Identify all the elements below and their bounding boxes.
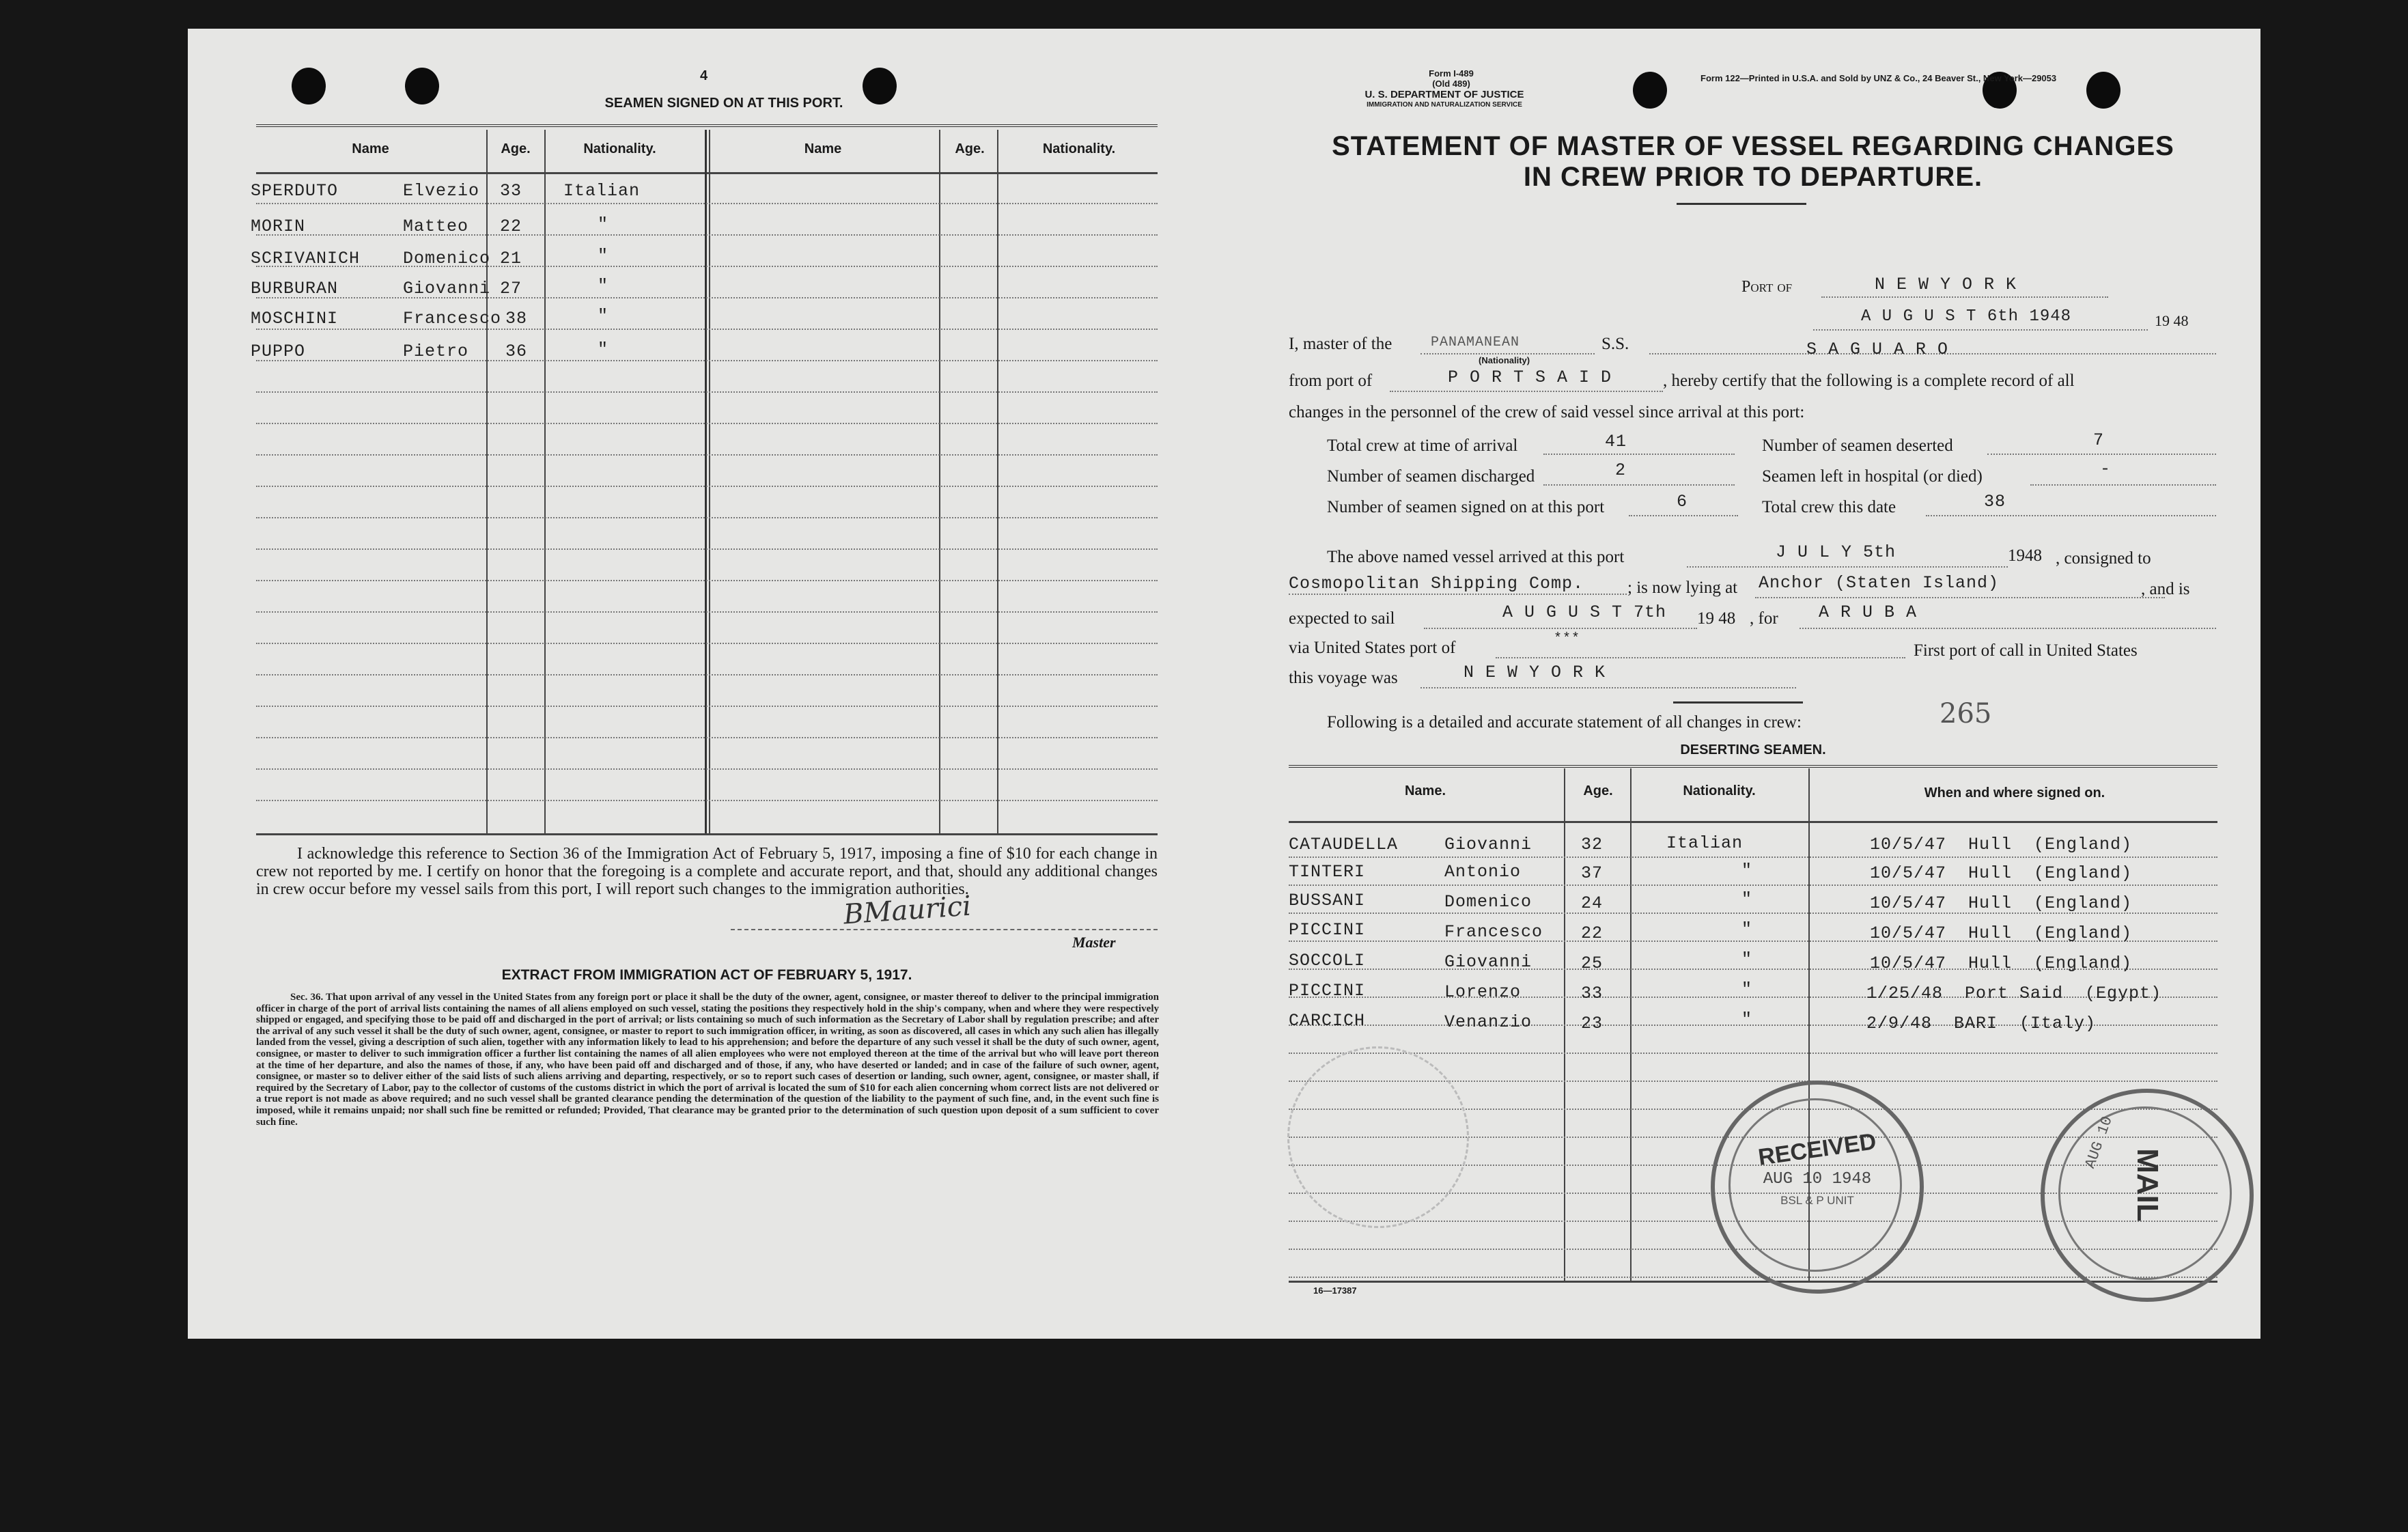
arrived-label: The above named vessel arrived at this port bbox=[1327, 548, 1625, 566]
port-value: N E W Y O R K bbox=[1875, 275, 2017, 294]
for-line bbox=[1800, 628, 2216, 629]
deserting-bottom-rule bbox=[1289, 1281, 2217, 1283]
row-rule bbox=[256, 611, 1158, 613]
signature-line bbox=[731, 929, 1158, 930]
given-name: Antonio bbox=[1444, 862, 1522, 882]
col-header-age-2: Age. bbox=[955, 141, 985, 156]
age: 21 bbox=[500, 249, 522, 268]
signed-on-label: Number of seamen signed on at this port bbox=[1327, 498, 1605, 516]
signed-on: 10/5/47 Hull (England) bbox=[1870, 923, 2133, 943]
age: 37 bbox=[1581, 863, 1604, 883]
given-name: Elvezio bbox=[403, 181, 480, 201]
expected-year: 19 48 bbox=[1697, 609, 1736, 628]
printer-note: Form 122—Printed in U.S.A. and Sold by UNZ & Co., 24 Beaver St., New York—29053 bbox=[1700, 73, 2057, 83]
acknowledgment-text: I acknowledge this reference to Section 36 of the Immigration Act of February 5, 1917, imposing a fine of $10 for each change in crew not reported by me. I certify on honor that the foregoing is a complete and accurate report, and that, should any additional changes in crew occur before my vessel sails from this port, I will report such changes to the immigration authorities. bbox=[256, 845, 1158, 898]
header-rule bbox=[256, 172, 1158, 174]
age: 27 bbox=[500, 279, 522, 298]
row-rule bbox=[256, 486, 1158, 487]
row-rule bbox=[256, 643, 1158, 644]
total-date-line bbox=[1926, 515, 2216, 516]
total-arrival-value: 41 bbox=[1605, 432, 1627, 451]
row-rule bbox=[256, 329, 1158, 330]
certify-text: , hereby certify that the following is a complete record of all bbox=[1663, 372, 2075, 390]
nationality: " bbox=[598, 214, 609, 234]
arrived-value: J U L Y 5th bbox=[1776, 542, 1896, 562]
row-rule bbox=[256, 266, 1158, 267]
nationality: " bbox=[1741, 1009, 1753, 1029]
received-stamp-unit: BSL & P UNIT bbox=[1780, 1194, 1854, 1207]
total-arrival-label: Total crew at time of arrival bbox=[1327, 436, 1518, 455]
signed-on-value: 6 bbox=[1677, 492, 1688, 512]
given-name: Giovanni bbox=[1444, 952, 1532, 972]
hospital-line bbox=[2030, 484, 2216, 486]
nationality: " bbox=[1741, 979, 1753, 999]
date-line bbox=[1813, 329, 2148, 331]
surname: CATAUDELLA bbox=[1289, 835, 1399, 854]
form-number: Form I-489 bbox=[1429, 68, 1474, 79]
via-label: via United States port of bbox=[1289, 639, 1456, 657]
extract-text: Sec. 36. That upon arrival of any vessel in the United States from any foreign port or place it shall be the duty of the owner, agent, consignee, or master thereof to deliver to the principal immigration officer in charge of the port of arrival lists containing the names of all aliens employed on such vessel, stating the positions they respectively hold in the ship's company, when and where they were respectively shipped or engaged, and specifying those to be paid off and discharged in the port of arrival; or lists containing so much of such information as the Secretary of Labor shall by regulation prescribe; and after the arrival of any such vessel it shall be the duty of such owner, agent, consignee, or master to report to such immigration officer, in writing, as soon as discovered, all cases in which any such alien has illegally landed from the vessel, giving a description of such alien, together with any information likely to lead to his apprehension; and before the departure of any such vessel it shall be the duty of such owner, agent, consignee, or master to deliver to such immigration officer a further list containing the names of all alien employees who were not employed thereon at the time of the arrival but who will leave port thereon at the time of her departure, and also the names of those, if any, who have been paid off and discharged and of those, if any, who have deserted or landed; and in case of the failure of such owner, agent, consignee, or master so to deliver either of the said lists of such aliens arriving and departing, respectively, or so to report such cases of desertion or landing, such owner, agent, consignee, or master shall, if required by the Secretary of Labor, pay to the collector of customs of the customs district in which the port of arrival is located the sum of $10 for each alien concerning whom correct lists are not delivered or a true report is not made as above required; and no such vessel shall be granted clearance pending the determination of the question of the liability to the payment of such fine, and, in the event such fine is imposed, while it remains unpaid; nor shall such fine be remitted or refunded; Provided, That clearance may be granted prior to the determination of such question upon deposit of a sum sufficient to cover such fine. bbox=[256, 992, 1159, 1128]
date-year-suffix: 19 48 bbox=[2155, 312, 2189, 329]
hospital-value: - bbox=[2100, 459, 2112, 479]
age: 25 bbox=[1581, 953, 1604, 973]
given-name: Giovanni bbox=[1444, 835, 1532, 854]
from-port-value: P O R T S A I D bbox=[1448, 367, 1612, 387]
mail-stamp bbox=[2041, 1089, 2254, 1302]
surname: SPERDUTO bbox=[251, 181, 339, 201]
signed-on: 10/5/47 Hull (England) bbox=[1870, 863, 2133, 883]
nationality: Italian bbox=[1666, 833, 1744, 853]
expected-value: A U G U S T 7th bbox=[1502, 602, 1667, 622]
nationality: " bbox=[1741, 919, 1753, 939]
nationality: " bbox=[598, 339, 609, 359]
given-name: Pietro bbox=[403, 342, 469, 361]
age: 33 bbox=[1581, 984, 1604, 1003]
first-port-label: First port of call in United States bbox=[1914, 641, 2138, 660]
total-date-label: Total crew this date bbox=[1762, 498, 1896, 516]
signed-on: 10/5/47 Hull (England) bbox=[1870, 835, 2133, 854]
surname: PICCINI bbox=[1289, 981, 1366, 1001]
surname: PUPPO bbox=[251, 342, 306, 361]
punch-hole bbox=[292, 68, 326, 105]
master-label: I, master of the bbox=[1289, 335, 1392, 353]
discharged-line bbox=[1543, 484, 1735, 486]
deserted-line bbox=[1987, 454, 2216, 455]
divider-rule bbox=[1673, 701, 1803, 704]
nationality: Italian bbox=[563, 181, 641, 201]
age: 23 bbox=[1581, 1014, 1604, 1033]
surname: BUSSANI bbox=[1289, 891, 1366, 910]
given-name: Domenico bbox=[403, 249, 491, 268]
signed-on: 1/25/48 Port Said (Egypt) bbox=[1866, 984, 2162, 1003]
given-name: Domenico bbox=[1444, 892, 1532, 912]
surname: SCRIVANICH bbox=[251, 249, 361, 268]
consigned-label: , consigned to bbox=[2056, 549, 2151, 568]
col-header-nationality-2: Nationality. bbox=[1042, 141, 1116, 156]
expected-line bbox=[1424, 628, 1697, 629]
age: 38 bbox=[505, 309, 528, 329]
handwritten-number: 265 bbox=[1940, 698, 1992, 729]
certify-text-2: changes in the personnel of the crew of said vessel since arrival at this port: bbox=[1289, 403, 1805, 421]
nationality-value: PANAMANEAN bbox=[1431, 335, 1520, 350]
voyage-label: this voyage was bbox=[1289, 669, 1398, 687]
signed-on-line bbox=[1629, 515, 1738, 516]
page-number: 4 bbox=[700, 68, 708, 83]
row-rule bbox=[256, 360, 1158, 361]
surname: MOSCHINI bbox=[251, 309, 339, 329]
nationality: " bbox=[598, 306, 609, 326]
received-stamp bbox=[1711, 1081, 1924, 1294]
nationality: " bbox=[1741, 861, 1753, 880]
title-rule bbox=[1677, 203, 1806, 205]
col-header-name: Name bbox=[352, 141, 389, 156]
nationality: " bbox=[598, 276, 609, 296]
row-rule bbox=[256, 674, 1158, 676]
punch-hole bbox=[1633, 72, 1667, 109]
mail-stamp-text: MAIL bbox=[2131, 1148, 2164, 1222]
arrived-year: 1948 bbox=[2008, 546, 2042, 565]
surname: MORIN bbox=[251, 217, 306, 236]
consignee-value: Cosmopolitan Shipping Comp. bbox=[1289, 574, 1584, 594]
col-header-nationality: Nationality. bbox=[583, 141, 656, 156]
expected-label: expected to sail bbox=[1289, 609, 1395, 628]
nationality: " bbox=[1741, 889, 1753, 909]
age: 33 bbox=[500, 181, 522, 201]
nationality-caption: (Nationality) bbox=[1479, 355, 1530, 365]
deserting-top-rule bbox=[1289, 765, 2217, 768]
row-rule bbox=[256, 706, 1158, 707]
row-rule bbox=[256, 768, 1158, 770]
deserted-label: Number of seamen deserted bbox=[1762, 436, 1953, 455]
deserting-title: DESERTING SEAMEN. bbox=[1680, 742, 1826, 757]
col-header-name-2: Name bbox=[804, 141, 842, 156]
row-rule bbox=[256, 234, 1158, 236]
extract-title: EXTRACT FROM IMMIGRATION ACT OF FEBRUARY 5, 1917. bbox=[501, 967, 912, 983]
hospital-label: Seamen left in hospital (or died) bbox=[1762, 467, 1983, 486]
signed-on-title: SEAMEN SIGNED ON AT THIS PORT. bbox=[604, 96, 843, 111]
row-rule bbox=[1289, 1053, 2217, 1054]
mail-stamp-date: AUG 10 bbox=[2082, 1114, 2116, 1171]
received-stamp-text: RECEIVED bbox=[1756, 1128, 1878, 1171]
col-header-name: Name. bbox=[1404, 783, 1446, 798]
given-name: Venanzio bbox=[1444, 1012, 1532, 1032]
row-rule bbox=[256, 391, 1158, 393]
total-arrival-line bbox=[1543, 454, 1735, 455]
age: 24 bbox=[1581, 893, 1604, 913]
department: U. S. DEPARTMENT OF JUSTICE bbox=[1364, 89, 1524, 100]
from-port-line bbox=[1390, 391, 1663, 392]
ss-label: S.S. bbox=[1601, 335, 1629, 353]
given-name: Giovanni bbox=[403, 279, 491, 298]
lying-value: Anchor (Staten Island) bbox=[1759, 573, 2000, 593]
vessel-value: S A G U A R O bbox=[1806, 339, 1949, 359]
age: 32 bbox=[1581, 835, 1604, 854]
age: 22 bbox=[500, 217, 522, 236]
voyage-value: N E W Y O R K bbox=[1464, 663, 1606, 682]
surname: PICCINI bbox=[1289, 920, 1366, 940]
col-header-nationality: Nationality. bbox=[1683, 783, 1756, 798]
row-rule bbox=[256, 203, 1158, 204]
age: 22 bbox=[1581, 923, 1604, 943]
document-sheet bbox=[188, 29, 2260, 1339]
punch-hole bbox=[405, 68, 439, 105]
total-date-value: 38 bbox=[1984, 492, 2006, 512]
port-line bbox=[1821, 296, 2108, 298]
given-name: Matteo bbox=[403, 217, 469, 236]
date-value: A U G U S T 6th 1948 bbox=[1861, 307, 2072, 326]
row-rule bbox=[256, 423, 1158, 424]
nationality: " bbox=[598, 246, 609, 266]
arrived-line bbox=[1687, 566, 2008, 568]
given-name: Francesco bbox=[403, 309, 502, 329]
given-name: Francesco bbox=[1444, 922, 1543, 942]
consignee-line bbox=[1289, 594, 1627, 595]
col-header-age: Age. bbox=[1583, 783, 1613, 798]
signed-on: 2/9/48 BARI (Italy) bbox=[1866, 1014, 2097, 1033]
discharged-value: 2 bbox=[1615, 460, 1627, 480]
signature-role: Master bbox=[1072, 934, 1116, 951]
row-rule bbox=[256, 580, 1158, 581]
col-header-signed-on: When and where signed on. bbox=[1924, 785, 2105, 800]
voyage-line bbox=[1420, 687, 1796, 688]
following-label: Following is a detailed and accurate statement of all changes in crew: bbox=[1327, 713, 1802, 732]
for-label: , for bbox=[1750, 609, 1778, 628]
table-top-rule bbox=[256, 124, 1158, 127]
row-rule bbox=[256, 800, 1158, 801]
row-rule bbox=[256, 454, 1158, 456]
row-rule bbox=[256, 737, 1158, 738]
service: IMMIGRATION AND NATURALIZATION SERVICE bbox=[1367, 101, 1522, 109]
for-value: A R U B A bbox=[1819, 602, 1918, 622]
nationality-line bbox=[1420, 353, 1595, 354]
master-signature: BMaurici bbox=[842, 890, 972, 931]
and-is-label: , and is bbox=[2141, 580, 2190, 598]
received-stamp-date: AUG 10 1948 bbox=[1763, 1170, 1872, 1188]
port-label: Port of bbox=[1741, 278, 1793, 296]
discharged-label: Number of seamen discharged bbox=[1327, 467, 1535, 486]
via-value: *** bbox=[1554, 631, 1581, 647]
via-line bbox=[1496, 657, 1905, 658]
row-rule bbox=[1289, 885, 2217, 886]
col-header-age: Age. bbox=[501, 141, 531, 156]
row-rule bbox=[256, 297, 1158, 298]
surname: CARCICH bbox=[1289, 1011, 1366, 1031]
nationality: " bbox=[1741, 949, 1753, 969]
from-port-label: from port of bbox=[1289, 372, 1373, 390]
footer-code: 16—17387 bbox=[1313, 1285, 1357, 1296]
deserted-value: 7 bbox=[2093, 430, 2105, 450]
row-rule bbox=[256, 517, 1158, 518]
row-rule bbox=[256, 548, 1158, 550]
row-rule bbox=[1289, 856, 2217, 858]
surname: SOCCOLI bbox=[1289, 951, 1366, 971]
surname: TINTERI bbox=[1289, 862, 1366, 882]
signed-on: 10/5/47 Hull (England) bbox=[1870, 953, 2133, 973]
table-bottom-rule bbox=[256, 833, 1158, 835]
deserting-header-rule bbox=[1289, 821, 2217, 823]
lying-label: ; is now lying at bbox=[1627, 579, 1738, 597]
given-name: Lorenzo bbox=[1444, 982, 1522, 1002]
form-title-line-1: STATEMENT OF MASTER OF VESSEL REGARDING CHANGES bbox=[1332, 131, 2174, 161]
signed-on: 10/5/47 Hull (England) bbox=[1870, 893, 2133, 913]
surname: BURBURAN bbox=[251, 279, 339, 298]
faded-stamp bbox=[1287, 1046, 1469, 1228]
lying-line bbox=[1755, 597, 2165, 598]
age: 36 bbox=[505, 342, 528, 361]
form-title-line-2: IN CREW PRIOR TO DEPARTURE. bbox=[1523, 162, 1983, 192]
form-old-number: (Old 489) bbox=[1432, 79, 1470, 89]
